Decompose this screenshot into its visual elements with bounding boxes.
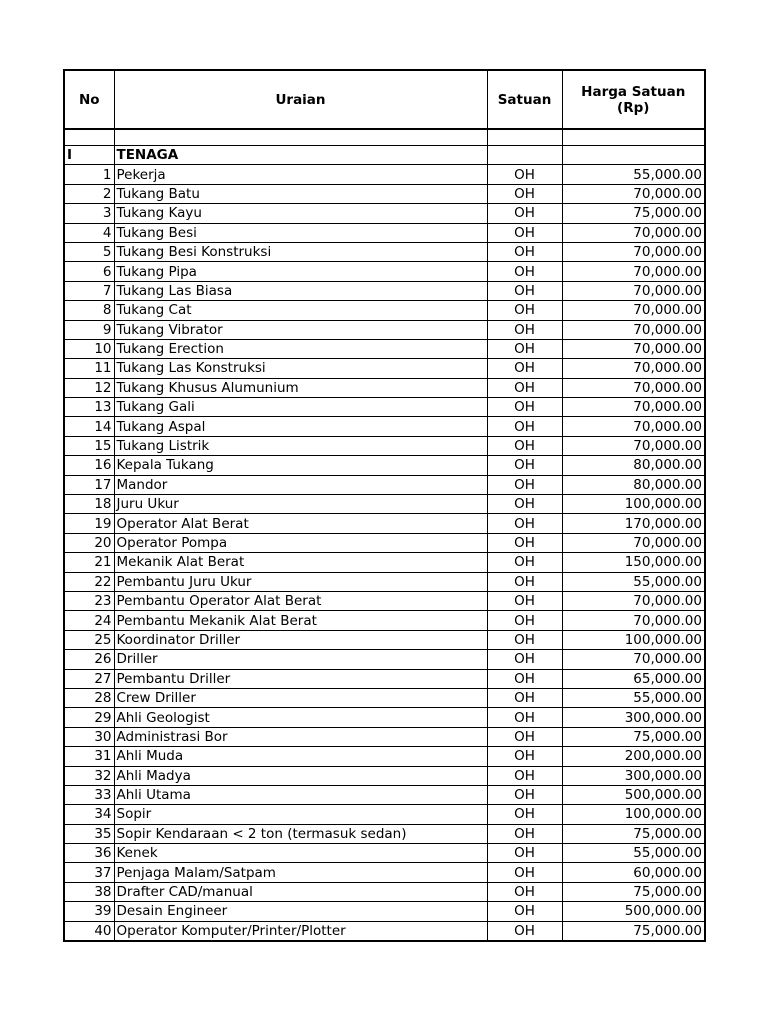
row-satuan: OH — [487, 785, 562, 804]
row-no: 33 — [64, 785, 114, 804]
row-no: 6 — [64, 262, 114, 281]
row-uraian: Pekerja — [114, 165, 487, 184]
row-harga: 75,000.00 — [562, 204, 705, 223]
section-title: TENAGA — [114, 146, 487, 165]
row-no: 23 — [64, 591, 114, 610]
row-harga: 70,000.00 — [562, 281, 705, 300]
row-no: 17 — [64, 475, 114, 494]
table-row — [64, 320, 705, 339]
row-uraian: Tukang Erection — [114, 339, 487, 358]
row-harga: 55,000.00 — [562, 688, 705, 707]
row-satuan: OH — [487, 320, 562, 339]
row-uraian: Operator Pompa — [114, 533, 487, 552]
row-no: 24 — [64, 611, 114, 630]
table-row — [64, 398, 705, 417]
row-uraian: Tukang Gali — [114, 398, 487, 417]
row-satuan: OH — [487, 262, 562, 281]
row-satuan: OH — [487, 242, 562, 261]
row-uraian: Mekanik Alat Berat — [114, 553, 487, 572]
row-uraian: Koordinator Driller — [114, 630, 487, 649]
row-satuan: OH — [487, 165, 562, 184]
table-row — [64, 533, 705, 552]
empty-cell — [114, 129, 487, 146]
row-uraian: Pembantu Mekanik Alat Berat — [114, 611, 487, 630]
table-row — [64, 184, 705, 203]
row-no: 35 — [64, 824, 114, 843]
section-row — [64, 146, 705, 165]
table-row — [64, 630, 705, 649]
row-no: 39 — [64, 902, 114, 921]
table-row — [64, 359, 705, 378]
row-no: 14 — [64, 417, 114, 436]
row-satuan: OH — [487, 417, 562, 436]
table-row — [64, 572, 705, 591]
row-uraian: Tukang Besi Konstruksi — [114, 242, 487, 261]
row-no: 8 — [64, 301, 114, 320]
row-uraian: Tukang Las Biasa — [114, 281, 487, 300]
row-satuan: OH — [487, 339, 562, 358]
row-harga: 60,000.00 — [562, 863, 705, 882]
section-number: I — [64, 146, 114, 165]
table-row — [64, 204, 705, 223]
row-satuan: OH — [487, 747, 562, 766]
row-satuan: OH — [487, 553, 562, 572]
row-satuan: OH — [487, 863, 562, 882]
row-harga: 70,000.00 — [562, 223, 705, 242]
row-satuan: OH — [487, 456, 562, 475]
row-harga: 75,000.00 — [562, 727, 705, 746]
row-satuan: OH — [487, 398, 562, 417]
header-harga-line2: (Rp) — [617, 99, 650, 116]
table-row — [64, 708, 705, 727]
row-uraian: Juru Ukur — [114, 495, 487, 514]
row-no: 11 — [64, 359, 114, 378]
row-no: 32 — [64, 766, 114, 785]
table-row — [64, 591, 705, 610]
table-row — [64, 301, 705, 320]
row-no: 36 — [64, 844, 114, 863]
row-no: 12 — [64, 378, 114, 397]
row-no: 18 — [64, 495, 114, 514]
table-row — [64, 688, 705, 707]
row-harga: 70,000.00 — [562, 533, 705, 552]
row-harga: 100,000.00 — [562, 630, 705, 649]
table-row — [64, 766, 705, 785]
table-row — [64, 902, 705, 921]
table-row — [64, 242, 705, 261]
row-harga: 65,000.00 — [562, 669, 705, 688]
row-harga: 80,000.00 — [562, 475, 705, 494]
row-satuan: OH — [487, 359, 562, 378]
row-satuan: OH — [487, 591, 562, 610]
row-harga: 55,000.00 — [562, 572, 705, 591]
table-row — [64, 281, 705, 300]
row-uraian: Sopir — [114, 805, 487, 824]
table-row — [64, 436, 705, 455]
row-satuan: OH — [487, 378, 562, 397]
table-row — [64, 456, 705, 475]
row-satuan: OH — [487, 805, 562, 824]
header-harga-line1: Harga Satuan — [581, 83, 686, 100]
empty-cell — [487, 146, 562, 165]
row-harga: 75,000.00 — [562, 882, 705, 901]
row-no: 25 — [64, 630, 114, 649]
row-satuan: OH — [487, 630, 562, 649]
row-no: 38 — [64, 882, 114, 901]
row-satuan: OH — [487, 204, 562, 223]
row-harga: 55,000.00 — [562, 844, 705, 863]
table-row — [64, 669, 705, 688]
table-row — [64, 921, 705, 941]
empty-cell — [487, 129, 562, 146]
row-no: 1 — [64, 165, 114, 184]
row-harga: 70,000.00 — [562, 398, 705, 417]
header-uraian: Uraian — [114, 70, 487, 129]
row-uraian: Pembantu Operator Alat Berat — [114, 591, 487, 610]
table-row — [64, 165, 705, 184]
row-harga: 70,000.00 — [562, 436, 705, 455]
row-satuan: OH — [487, 436, 562, 455]
table-row — [64, 553, 705, 572]
row-uraian: Tukang Listrik — [114, 436, 487, 455]
row-no: 2 — [64, 184, 114, 203]
row-harga: 70,000.00 — [562, 184, 705, 203]
table-row — [64, 650, 705, 669]
table-row — [64, 863, 705, 882]
row-no: 27 — [64, 669, 114, 688]
table-row — [64, 785, 705, 804]
row-uraian: Sopir Kendaraan < 2 ton (termasuk sedan) — [114, 824, 487, 843]
row-satuan: OH — [487, 184, 562, 203]
row-uraian: Tukang Kayu — [114, 204, 487, 223]
row-uraian: Kenek — [114, 844, 487, 863]
row-harga: 70,000.00 — [562, 650, 705, 669]
row-satuan: OH — [487, 844, 562, 863]
row-uraian: Operator Komputer/Printer/Plotter — [114, 921, 487, 941]
table-row — [64, 611, 705, 630]
table-row — [64, 747, 705, 766]
row-harga: 70,000.00 — [562, 242, 705, 261]
row-no: 31 — [64, 747, 114, 766]
table-header — [64, 70, 705, 129]
row-uraian: Ahli Madya — [114, 766, 487, 785]
row-satuan: OH — [487, 475, 562, 494]
header-harga-satuan — [562, 70, 705, 129]
row-no: 21 — [64, 553, 114, 572]
price-table — [63, 69, 706, 942]
row-harga: 70,000.00 — [562, 320, 705, 339]
row-no: 20 — [64, 533, 114, 552]
row-satuan: OH — [487, 688, 562, 707]
row-satuan: OH — [487, 921, 562, 941]
row-no: 37 — [64, 863, 114, 882]
row-satuan: OH — [487, 301, 562, 320]
row-satuan: OH — [487, 902, 562, 921]
row-no: 13 — [64, 398, 114, 417]
row-harga: 500,000.00 — [562, 902, 705, 921]
row-satuan: OH — [487, 514, 562, 533]
row-harga: 300,000.00 — [562, 708, 705, 727]
table-row — [64, 475, 705, 494]
table-row — [64, 223, 705, 242]
row-satuan: OH — [487, 766, 562, 785]
empty-cell — [562, 129, 705, 146]
row-harga: 70,000.00 — [562, 339, 705, 358]
spacer-row — [64, 129, 705, 146]
row-no: 28 — [64, 688, 114, 707]
row-uraian: Penjaga Malam/Satpam — [114, 863, 487, 882]
row-no: 19 — [64, 514, 114, 533]
row-uraian: Tukang Khusus Alumunium — [114, 378, 487, 397]
row-harga: 70,000.00 — [562, 262, 705, 281]
row-satuan: OH — [487, 611, 562, 630]
row-uraian: Pembantu Driller — [114, 669, 487, 688]
row-no: 4 — [64, 223, 114, 242]
row-uraian: Drafter CAD/manual — [114, 882, 487, 901]
row-no: 16 — [64, 456, 114, 475]
row-no: 5 — [64, 242, 114, 261]
row-harga: 70,000.00 — [562, 359, 705, 378]
row-satuan: OH — [487, 533, 562, 552]
row-harga: 70,000.00 — [562, 591, 705, 610]
row-harga: 100,000.00 — [562, 495, 705, 514]
row-uraian: Pembantu Juru Ukur — [114, 572, 487, 591]
row-harga: 70,000.00 — [562, 301, 705, 320]
row-uraian: Tukang Besi — [114, 223, 487, 242]
row-uraian: Desain Engineer — [114, 902, 487, 921]
row-uraian: Tukang Cat — [114, 301, 487, 320]
row-uraian: Tukang Vibrator — [114, 320, 487, 339]
row-uraian: Ahli Muda — [114, 747, 487, 766]
table-row — [64, 262, 705, 281]
row-uraian: Tukang Las Konstruksi — [114, 359, 487, 378]
table-row — [64, 805, 705, 824]
row-no: 7 — [64, 281, 114, 300]
row-harga: 200,000.00 — [562, 747, 705, 766]
row-no: 29 — [64, 708, 114, 727]
table-row — [64, 844, 705, 863]
row-harga: 80,000.00 — [562, 456, 705, 475]
row-uraian: Kepala Tukang — [114, 456, 487, 475]
empty-cell — [562, 146, 705, 165]
row-uraian: Tukang Pipa — [114, 262, 487, 281]
table-row — [64, 727, 705, 746]
empty-cell — [64, 129, 114, 146]
row-uraian: Driller — [114, 650, 487, 669]
row-harga: 170,000.00 — [562, 514, 705, 533]
table-row — [64, 514, 705, 533]
row-harga: 70,000.00 — [562, 378, 705, 397]
row-uraian: Mandor — [114, 475, 487, 494]
row-harga: 150,000.00 — [562, 553, 705, 572]
header-satuan: Satuan — [487, 70, 562, 129]
row-harga: 100,000.00 — [562, 805, 705, 824]
row-no: 15 — [64, 436, 114, 455]
table-row — [64, 824, 705, 843]
row-uraian: Crew Driller — [114, 688, 487, 707]
row-satuan: OH — [487, 708, 562, 727]
row-satuan: OH — [487, 650, 562, 669]
row-no: 30 — [64, 727, 114, 746]
row-no: 34 — [64, 805, 114, 824]
row-uraian: Tukang Aspal — [114, 417, 487, 436]
row-uraian: Operator Alat Berat — [114, 514, 487, 533]
row-satuan: OH — [487, 727, 562, 746]
row-no: 9 — [64, 320, 114, 339]
row-uraian: Ahli Utama — [114, 785, 487, 804]
table-row — [64, 882, 705, 901]
table-row — [64, 378, 705, 397]
table-body — [64, 129, 705, 941]
row-satuan: OH — [487, 669, 562, 688]
row-harga: 300,000.00 — [562, 766, 705, 785]
row-uraian: Administrasi Bor — [114, 727, 487, 746]
row-harga: 75,000.00 — [562, 824, 705, 843]
table-row — [64, 495, 705, 514]
header-no: No — [64, 70, 114, 129]
row-no: 22 — [64, 572, 114, 591]
row-no: 40 — [64, 921, 114, 941]
row-satuan: OH — [487, 882, 562, 901]
row-harga: 70,000.00 — [562, 417, 705, 436]
row-harga: 70,000.00 — [562, 611, 705, 630]
row-no: 26 — [64, 650, 114, 669]
row-uraian: Ahli Geologist — [114, 708, 487, 727]
row-no: 10 — [64, 339, 114, 358]
row-harga: 75,000.00 — [562, 921, 705, 941]
row-satuan: OH — [487, 824, 562, 843]
row-no: 3 — [64, 204, 114, 223]
row-harga: 55,000.00 — [562, 165, 705, 184]
table-row — [64, 339, 705, 358]
table-row — [64, 417, 705, 436]
row-satuan: OH — [487, 495, 562, 514]
row-harga: 500,000.00 — [562, 785, 705, 804]
row-satuan: OH — [487, 572, 562, 591]
row-uraian: Tukang Batu — [114, 184, 487, 203]
row-satuan: OH — [487, 223, 562, 242]
row-satuan: OH — [487, 281, 562, 300]
